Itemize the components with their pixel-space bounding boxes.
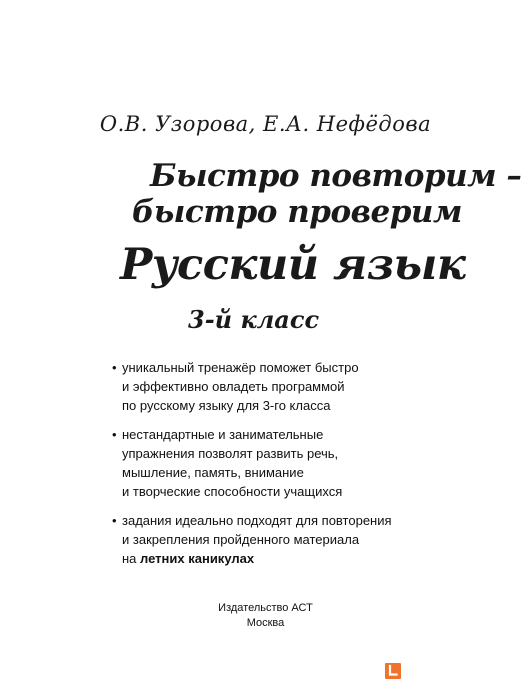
feature-line-last <box>122 549 512 568</box>
feature-item <box>112 511 512 568</box>
bullet-marker: • <box>112 427 117 442</box>
feature-item <box>112 358 512 415</box>
publisher-block <box>0 601 531 631</box>
feature-line: по русскому языку для 3-го класса <box>122 398 331 413</box>
feature-line-prefix: на <box>122 551 141 566</box>
feature-list <box>112 358 512 578</box>
subject-title: Русский язык <box>120 240 466 290</box>
labirint-logo-icon <box>385 663 401 679</box>
authors: О.В. Узорова, Е.А. Нефёдова <box>99 112 432 136</box>
title-line-2: быстро проверим <box>132 194 462 230</box>
bullet-marker: • <box>112 360 117 375</box>
title-line-1: Быстро повторим – <box>150 158 522 194</box>
feature-line: и творческие способности учащихся <box>122 484 343 499</box>
feature-line-emphasis: летних каникулах <box>140 551 255 566</box>
grade-label: 3-й класс <box>188 305 320 334</box>
bullet-marker: • <box>112 513 117 528</box>
publisher-city: Москва <box>246 617 285 629</box>
feature-line: и эффективно овладеть программой <box>122 379 345 394</box>
feature-line: уникальный тренажёр поможет быстро <box>122 360 359 375</box>
feature-line: упражнения позволят развить речь, <box>122 446 339 461</box>
feature-line: мышление, память, внимание <box>122 465 304 480</box>
feature-line: нестандартные и занимательные <box>122 427 324 442</box>
feature-line: и закрепления пройденного материала <box>122 532 360 547</box>
feature-line: задания идеально подходят для повторения <box>122 513 392 528</box>
feature-item <box>112 425 512 501</box>
publisher-name: Издательство АСТ <box>218 602 313 614</box>
